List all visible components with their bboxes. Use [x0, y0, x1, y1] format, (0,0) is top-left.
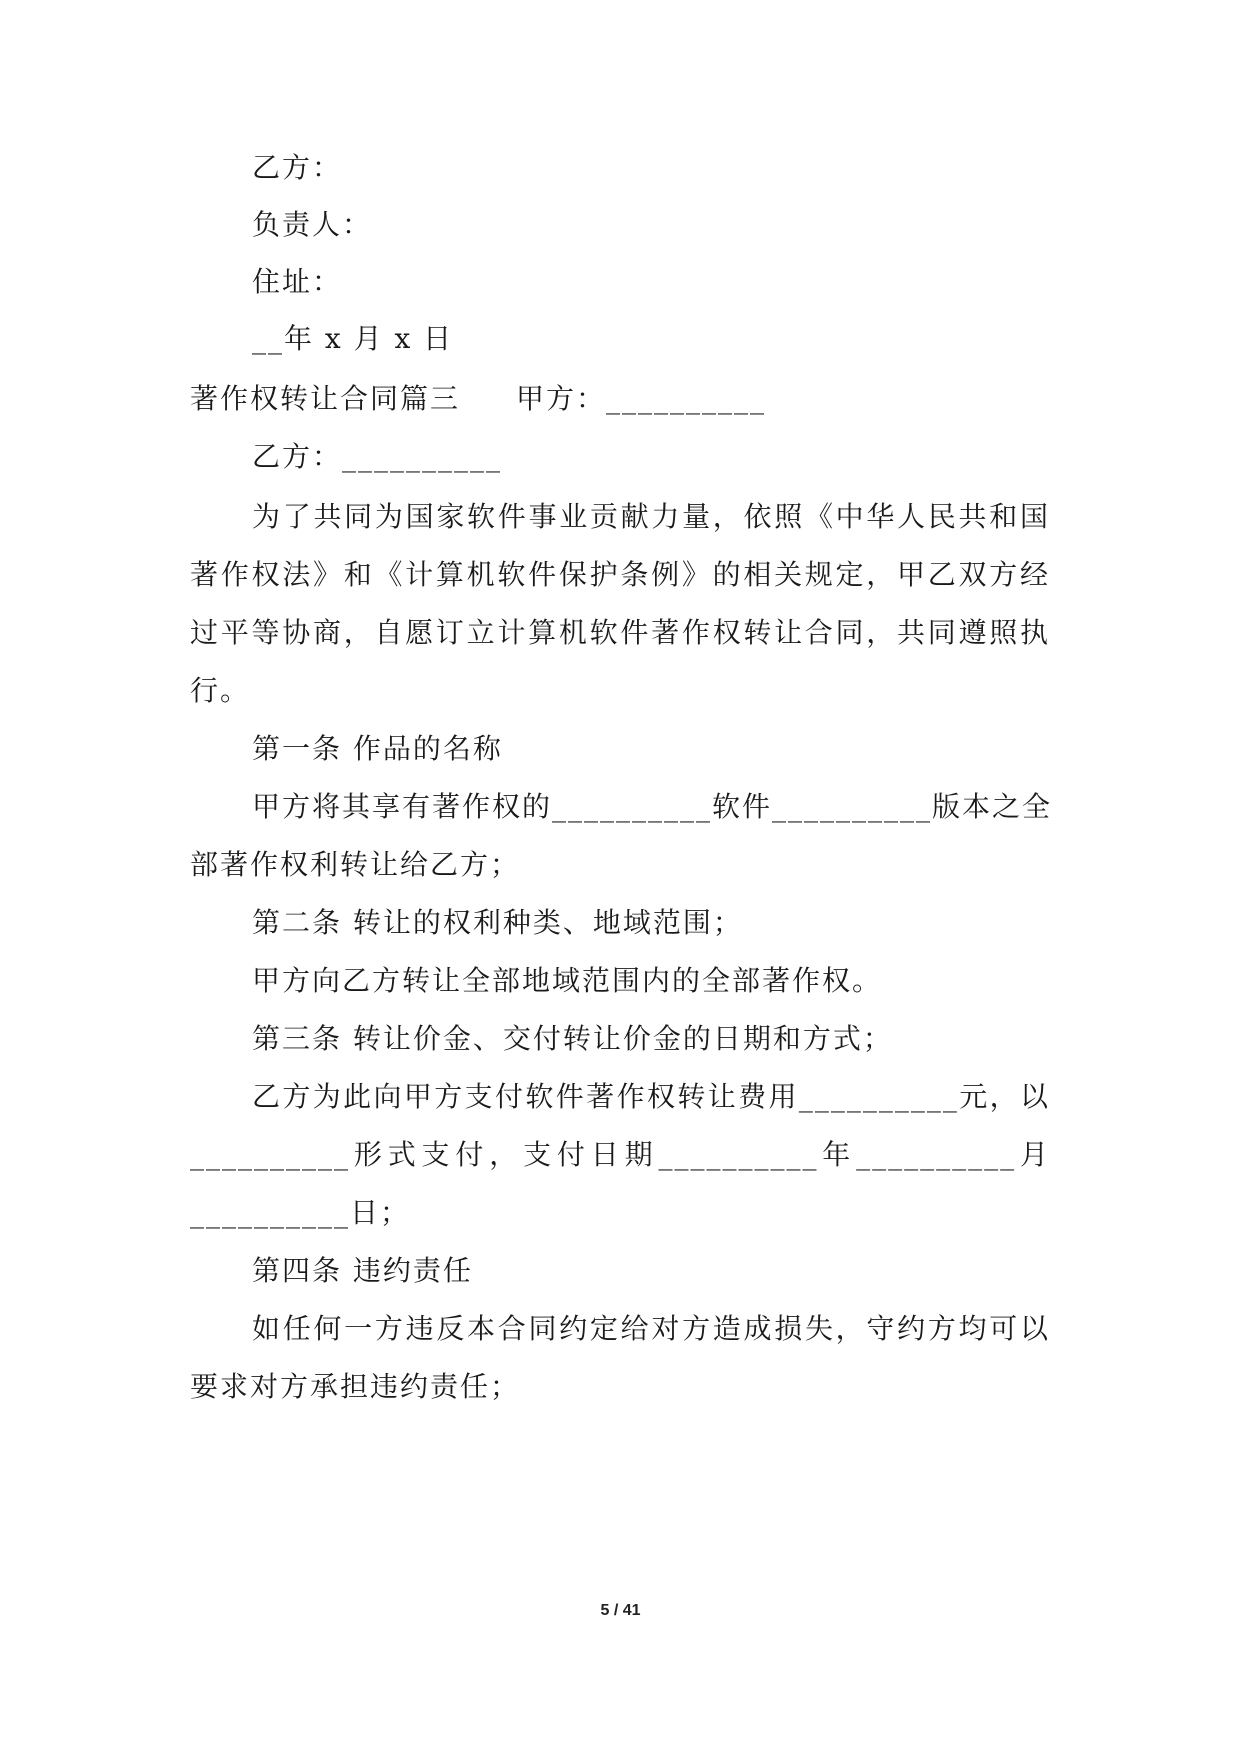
article-4-heading: 第四条 违约责任 [252, 1254, 473, 1287]
preamble-line-1: 为了共同为国家软件事业贡献力量，依照《中华人民共和国 [252, 500, 1050, 533]
party-b-field: 乙方：__________ [252, 440, 503, 473]
article-3-heading: 第三条 转让价金、交付转让价金的日期和方式； [252, 1022, 893, 1055]
contract-title: 著作权转让合同篇三 [190, 382, 461, 415]
party-b-label: 乙方： [252, 151, 343, 184]
address-label: 住址： [252, 265, 343, 298]
party-a-field: 甲方：__________ [516, 382, 767, 415]
preamble-line-3: 过平等协商，自愿订立计算机软件著作权转让合同，共同遵照执 [190, 616, 1050, 649]
article-1-text-1: 甲方将其享有著作权的__________软件__________版本之全 [252, 790, 1053, 823]
article-2-heading: 第二条 转让的权利种类、地域范围； [252, 906, 743, 939]
article-1-heading: 第一条 作品的名称 [252, 732, 503, 765]
contract-heading-line [190, 379, 1050, 419]
date-line: __年 x 月 x 日 [252, 322, 454, 355]
page-number: 5 / 41 [600, 1602, 641, 1619]
responsible-person-label: 负责人： [252, 208, 373, 241]
article-2-text: 甲方向乙方转让全部地域范围内的全部著作权。 [252, 964, 883, 997]
article-4-text-1: 如任何一方违反本合同约定给对方造成损失，守约方均可以 [252, 1312, 1050, 1345]
article-3-text-2: __________形式支付，支付日期__________年__________月 [190, 1138, 1050, 1171]
article-1-text-2: 部著作权利转让给乙方； [190, 848, 521, 881]
article-3-text-3: __________日； [190, 1196, 411, 1229]
preamble-line-2: 著作权法》和《计算机软件保护条例》的相关规定，甲乙双方经 [190, 558, 1050, 591]
article-3-text-1: 乙方为此向甲方支付软件著作权转让费用__________元，以 [252, 1080, 1050, 1113]
preamble-line-4: 行。 [190, 674, 251, 707]
article-4-text-2: 要求对方承担违约责任； [190, 1370, 521, 1403]
